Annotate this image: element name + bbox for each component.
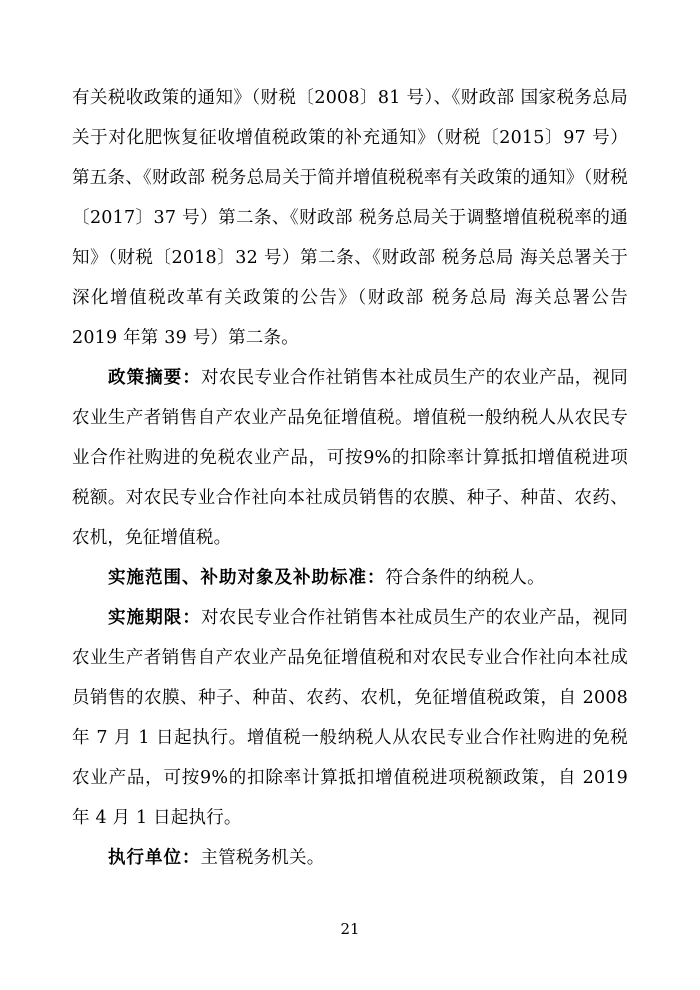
- paragraph-text: 对农民专业合作社销售本社成员生产的农业产品，视同农业生产者销售自产农业产品免征增值税和对农民专业合作社向本社成员销售的农膜、种子、种苗、农药、农机，免征增值税政策，自 2008 年 7 月 1 日起执行。增值税一般纳税人从农民专业合作社购进的免税农业产品，可按9%的扣除率计算抵扣增值税进项税额政策，自 2019 年 4 月 1 日起执行。: [72, 608, 628, 828]
- paragraph-lead-label: 执行单位：: [108, 848, 201, 868]
- paragraph-implementation-period: [72, 598, 628, 838]
- paragraph-lead-label: 实施范围、补助对象及补助标准：: [108, 568, 386, 588]
- page-number: 21: [340, 920, 360, 938]
- paragraph-text: 符合条件的纳税人。: [385, 568, 545, 588]
- paragraph-executing-unit: [72, 838, 628, 878]
- paragraph-lead-label: 政策摘要：: [108, 368, 201, 388]
- paragraph-text: 主管税务机关。: [200, 848, 325, 868]
- paragraph-references: [72, 78, 628, 358]
- paragraph-text: 有关税收政策的通知》（财税〔2008〕81 号）、《财政部 国家税务总局关于对化肥恢复征收增值税政策的补充通知》（财税〔2015〕97 号）第五条、《财政部 税务总局关于简并增值税税率有关政策的通知》（财税〔2017〕37 号）第二条、《财政部 税务总局关于调整增值税税率的通知》（财税〔2018〕32 号）第二条、《财政部 税务总局 海关总署关于深化增值税改革有关政策的公告》（财政部 税务总局 海关总署公告 2019 年第 39 号）第二条。: [72, 88, 628, 348]
- paragraph-policy-summary: [72, 358, 628, 558]
- paragraph-scope-and-standard: [72, 558, 628, 598]
- paragraph-text: 对农民专业合作社销售本社成员生产的农业产品，视同农业生产者销售自产农业产品免征增值税。增值税一般纳税人从农民专业合作社购进的免税农业产品，可按9%的扣除率计算抵扣增值税进项税额。对农民专业合作社向本社成员销售的农膜、种子、种苗、农药、农机，免征增值税。: [72, 368, 628, 548]
- document-body: [72, 78, 628, 878]
- paragraph-lead-label: 实施期限：: [108, 608, 201, 628]
